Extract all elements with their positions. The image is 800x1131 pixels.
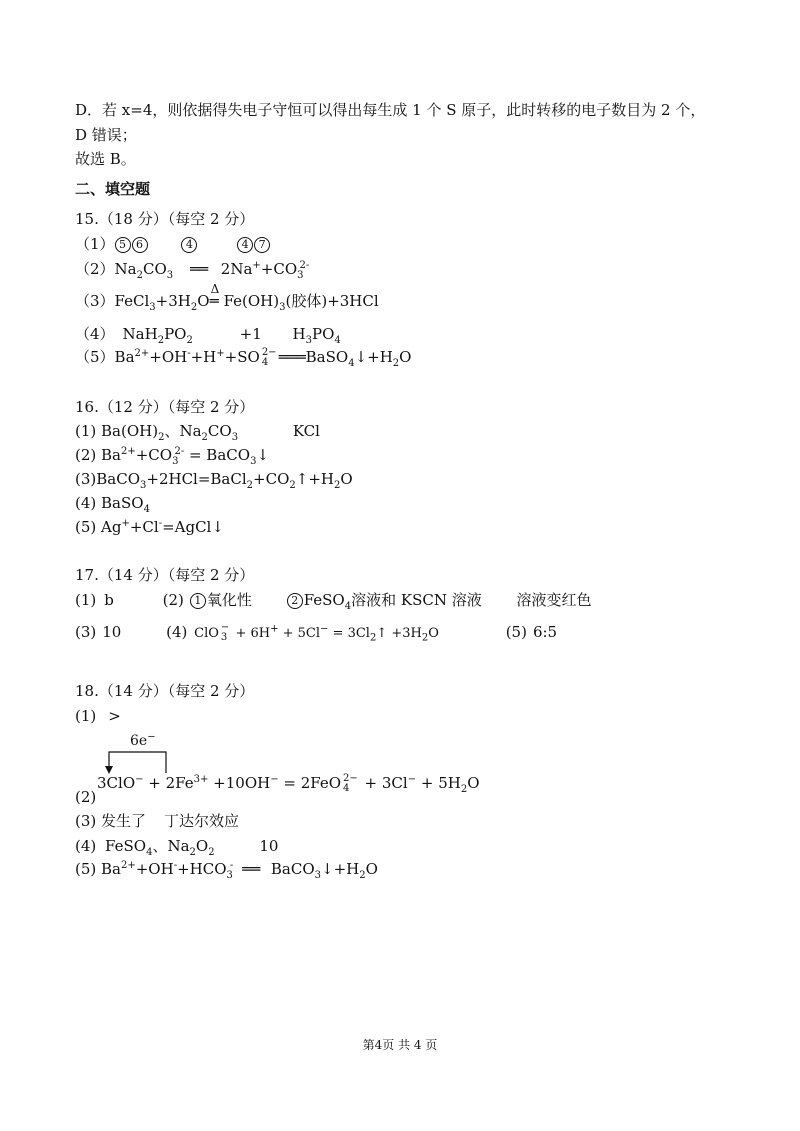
superscript: 2+ bbox=[120, 860, 136, 871]
formula-part: BaSO bbox=[305, 348, 349, 366]
formula-part: FeCl bbox=[114, 292, 150, 310]
formula-part: =AgCl↓ bbox=[162, 518, 224, 536]
formula-part: + 5H bbox=[416, 774, 461, 792]
q18-a4-answer-2: 10 bbox=[259, 837, 279, 855]
formula-part: +SO bbox=[224, 348, 260, 366]
formula-part: PO bbox=[312, 325, 335, 343]
circled-number: 2 bbox=[287, 593, 303, 609]
formula-part: ClO bbox=[194, 626, 219, 641]
circled-number: 5 bbox=[115, 237, 131, 253]
section-title: 二、填空题 bbox=[75, 180, 151, 198]
circled-number: 6 bbox=[132, 237, 148, 253]
subscript: 4 bbox=[348, 358, 355, 369]
formula-part: O bbox=[467, 774, 480, 792]
q17-num-1: (1) bbox=[75, 591, 97, 609]
part-d-line-2: D 错误； bbox=[75, 126, 137, 144]
superscript: − bbox=[147, 731, 156, 743]
superscript: 2- bbox=[174, 446, 185, 457]
formula-part: 3ClO bbox=[97, 774, 136, 792]
subscript: 3 bbox=[226, 870, 233, 881]
formula-part: +Cl bbox=[129, 518, 159, 536]
sub-sup-stack bbox=[343, 774, 358, 794]
formula-part: +HCO bbox=[177, 860, 227, 878]
formula-part: O bbox=[428, 626, 439, 641]
formula-part: H bbox=[292, 325, 306, 343]
subscript: 4 bbox=[146, 847, 153, 858]
formula-part: +CO bbox=[253, 470, 290, 488]
subscript: 4 bbox=[343, 783, 350, 794]
circled-number: 4 bbox=[237, 237, 253, 253]
q16-header: 16.（12 分）（每空 2 分） bbox=[75, 398, 255, 416]
formula-part: O bbox=[365, 860, 378, 878]
q17-num-5: (5) bbox=[505, 623, 527, 641]
formula-part: O bbox=[197, 292, 210, 310]
subscript: 2 bbox=[246, 480, 254, 491]
formula-part: +3H bbox=[155, 292, 191, 310]
formula-part: O bbox=[340, 470, 353, 488]
formula-part: NaH bbox=[122, 325, 158, 343]
superscript: 2− bbox=[261, 347, 277, 358]
formula-part: ↑ +3H bbox=[376, 626, 422, 641]
superscript: − bbox=[407, 774, 417, 785]
subscript: 2 bbox=[136, 270, 143, 281]
q17-answer-6: 6:5 bbox=[532, 623, 558, 641]
q17-answer-5: 10 bbox=[102, 623, 122, 641]
superscript: + bbox=[121, 518, 130, 529]
electron-count: 6e bbox=[130, 733, 148, 749]
q17-header: 17.（14 分）（每空 2 分） bbox=[75, 566, 255, 584]
q16-a2-num: (2) bbox=[75, 446, 102, 464]
q16-a3-num: (3) bbox=[75, 470, 97, 488]
superscript: − bbox=[220, 622, 230, 633]
q17-num-2: (2) bbox=[162, 591, 184, 609]
formula-part: FeSO bbox=[105, 837, 147, 855]
q18-answer-4 bbox=[75, 835, 278, 857]
q17-answer-4: 溶液变红色 bbox=[516, 591, 592, 609]
formula-part: 2Na bbox=[220, 260, 253, 278]
superscript: + bbox=[216, 348, 225, 359]
formula-part: ↑+H bbox=[295, 470, 334, 488]
q18-equation bbox=[97, 772, 480, 794]
formula-part: BaCO bbox=[96, 470, 140, 488]
part-d-line-1: D．若 x=4，则依据得失电子守恒可以得出每生成 1 个 S 原子，此时转移的电子数目为 2 个， bbox=[75, 101, 706, 119]
formula-part: +2HCl=BaCl bbox=[146, 470, 247, 488]
formula-part: (胶体)+3HCl bbox=[285, 292, 379, 310]
q16-a4-num: (4) bbox=[75, 494, 102, 512]
subscript: 2 bbox=[421, 632, 429, 644]
formula-part: Ag bbox=[101, 518, 122, 536]
superscript: - bbox=[173, 860, 178, 871]
page-footer: 第4页 共 4 页 bbox=[362, 1038, 438, 1052]
subscript: 3 bbox=[231, 432, 239, 443]
q18-a2-num: (2) bbox=[75, 788, 97, 806]
formula-part: +H bbox=[190, 348, 217, 366]
subscript: 2 bbox=[189, 847, 196, 858]
formula-part: CO bbox=[143, 260, 167, 278]
equals-sign: ══ bbox=[242, 860, 261, 878]
formula-part: CO bbox=[207, 422, 232, 440]
q18-a3-num: (3) bbox=[75, 812, 102, 830]
subscript: 4 bbox=[143, 504, 150, 515]
formula-part: + 2Fe bbox=[143, 774, 194, 792]
superscript: 2+ bbox=[134, 348, 150, 359]
superscript: 2− bbox=[343, 773, 358, 784]
subscript: 2 bbox=[333, 480, 341, 491]
circled-number: 4 bbox=[181, 237, 197, 253]
q18-a1-answer: > bbox=[108, 707, 121, 725]
equals-sign: ═ bbox=[209, 292, 219, 310]
formula-part: Na bbox=[114, 260, 137, 278]
subscript: 2 bbox=[359, 870, 366, 881]
subscript: 2 bbox=[201, 432, 208, 443]
formula-part: ↓+H bbox=[354, 348, 393, 366]
formula-part: +10OH bbox=[208, 774, 271, 792]
q15-a2-num: （2） bbox=[75, 260, 115, 278]
q15-a1-num: （1） bbox=[75, 235, 115, 253]
q16-a5-num: (5) bbox=[75, 518, 102, 536]
subscript: 2 bbox=[392, 358, 400, 369]
q15-a4-num: （4） bbox=[75, 325, 115, 343]
superscript: - bbox=[187, 348, 191, 359]
formula-part: 、Na bbox=[152, 837, 190, 855]
q18-a5-num: (5) bbox=[75, 860, 102, 878]
subscript: 2 bbox=[190, 302, 198, 313]
superscript: + bbox=[252, 260, 261, 271]
subscript: 2 bbox=[369, 632, 377, 644]
subscript: 4 bbox=[261, 357, 269, 368]
part-d-line-3: 故选 B。 bbox=[75, 150, 136, 168]
formula-part: + 6H bbox=[231, 626, 271, 641]
formula-part: = 2FeO bbox=[278, 774, 342, 792]
formula-part: FeSO bbox=[303, 591, 345, 609]
formula-part: BaCO bbox=[270, 860, 315, 878]
formula-part: = BaCO bbox=[184, 446, 251, 464]
subscript: 4 bbox=[334, 335, 341, 346]
q18-a3-answer-2: 丁达尔效应 bbox=[164, 812, 240, 830]
formula-part: Ba bbox=[101, 446, 121, 464]
q15-a5-num: （5） bbox=[75, 348, 115, 366]
q15-a3-num: （3） bbox=[75, 292, 115, 310]
superscript: 2+ bbox=[120, 446, 136, 457]
superscript: - bbox=[158, 518, 163, 529]
formula-part: +OH bbox=[149, 348, 188, 366]
q17-answer-3: 溶液和 KSCN 溶液 bbox=[351, 591, 482, 609]
subscript: 2 bbox=[157, 335, 165, 346]
subscript: 2 bbox=[460, 784, 468, 795]
equals-sign: ══ bbox=[189, 260, 208, 278]
q18-a3-answer-1: 发生了 bbox=[101, 812, 147, 830]
superscript: 2- bbox=[299, 260, 310, 271]
superscript: - bbox=[229, 860, 234, 871]
circled-number: 1 bbox=[190, 593, 206, 609]
superscript: + bbox=[270, 623, 279, 635]
formula-part: + 3Cl bbox=[359, 774, 408, 792]
formula-part: Ba bbox=[114, 348, 135, 366]
formula-part: +CO bbox=[135, 446, 173, 464]
subscript: 2 bbox=[186, 335, 193, 346]
formula-part: = 3Cl bbox=[328, 626, 370, 641]
subscript: 2 bbox=[208, 847, 215, 858]
q17-answer-2: 氧化性 bbox=[206, 591, 252, 609]
subscript: 3 bbox=[305, 335, 312, 346]
subscript: 3 bbox=[140, 480, 147, 491]
formula-part: O bbox=[195, 837, 209, 855]
formula-part: KCl bbox=[292, 422, 320, 440]
circled-number: 7 bbox=[254, 237, 270, 253]
heat-condition: Δ bbox=[210, 282, 220, 296]
oxidation-state: +1 bbox=[239, 325, 262, 343]
subscript: 3 bbox=[279, 302, 286, 313]
subscript: 2 bbox=[289, 480, 296, 491]
q18-answer-5 bbox=[75, 858, 378, 880]
formula-part: + 5Cl bbox=[278, 626, 321, 641]
formula-part: +CO bbox=[260, 260, 298, 278]
formula-part: ↓+H bbox=[321, 860, 360, 878]
equals-sign: ═══ bbox=[278, 348, 306, 366]
subscript: 3 bbox=[297, 270, 304, 281]
superscript: − bbox=[270, 774, 279, 785]
formula-part: +OH bbox=[135, 860, 174, 878]
q18-a4-num: (4) bbox=[75, 837, 102, 855]
bracket-line bbox=[109, 752, 166, 773]
q18-answer-3 bbox=[75, 810, 239, 832]
formula-part: Fe(OH) bbox=[223, 292, 280, 310]
q17-num-4: (4) bbox=[166, 623, 188, 641]
formula-part: PO bbox=[164, 325, 187, 343]
subscript: 4 bbox=[344, 601, 352, 612]
subscript: 3 bbox=[220, 632, 228, 643]
subscript: 3 bbox=[314, 870, 322, 881]
subscript: 3 bbox=[250, 456, 257, 467]
q18-a1-num: (1) bbox=[75, 707, 97, 725]
q17-num-3: (3) bbox=[75, 623, 97, 641]
q17-answer-1: b bbox=[104, 591, 114, 609]
subscript: 3 bbox=[149, 302, 156, 313]
q15-header: 15.（18 分）（每空 2 分） bbox=[75, 210, 255, 228]
formula-part: Ba bbox=[101, 860, 121, 878]
q16-a1-num: (1) bbox=[75, 422, 102, 440]
formula-part: ↓ bbox=[256, 446, 270, 464]
superscript: − bbox=[320, 623, 329, 635]
formula-part: Ba(OH) bbox=[101, 422, 159, 440]
formula-part: 、Na bbox=[164, 422, 202, 440]
formula-part: O bbox=[399, 348, 412, 366]
superscript: − bbox=[135, 774, 144, 785]
subscript: 3 bbox=[166, 270, 174, 281]
superscript: 3+ bbox=[193, 774, 209, 785]
formula-part: BaSO bbox=[101, 494, 144, 512]
q18-header: 18.（14 分）（每空 2 分） bbox=[75, 682, 255, 700]
subscript: 3 bbox=[172, 456, 179, 467]
subscript: 2 bbox=[158, 432, 165, 443]
